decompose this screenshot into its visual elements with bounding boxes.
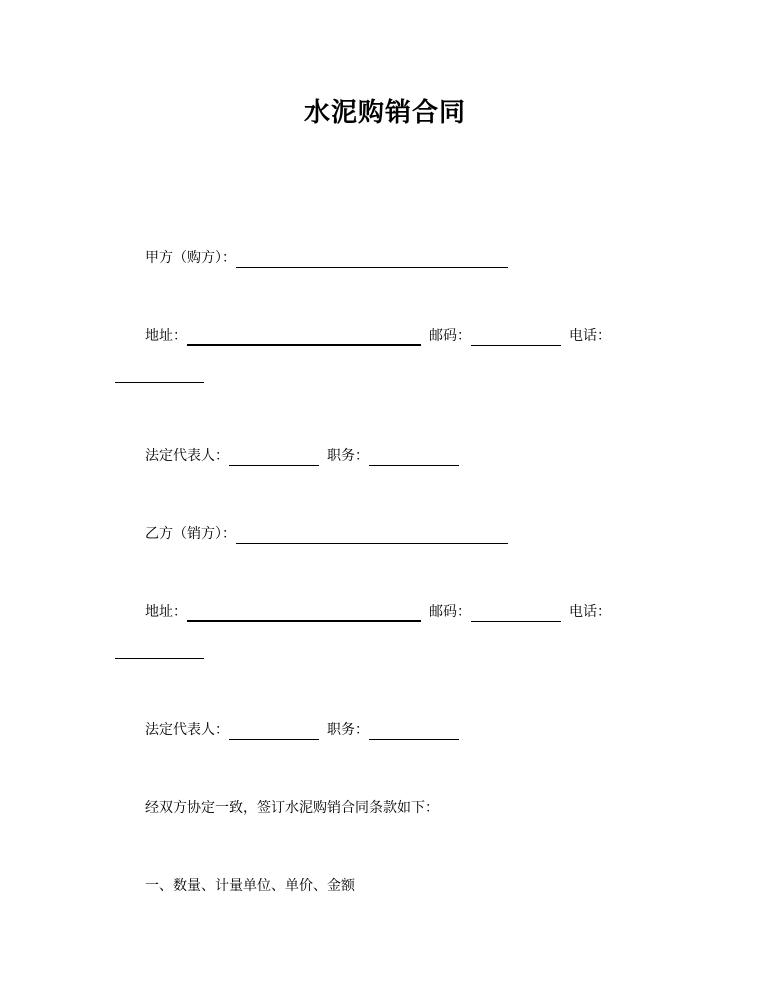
party-a-rep-line <box>145 446 467 466</box>
party-a-phone-line <box>115 368 212 383</box>
party-a-name-blank[interactable] <box>236 253 508 268</box>
party-a-address-line <box>145 326 611 346</box>
party-b-name-blank[interactable] <box>236 529 508 544</box>
party-a-phone-blank[interactable] <box>115 368 204 383</box>
party-b-position-label: 职务： <box>327 722 369 738</box>
party-a-postcode-blank[interactable] <box>471 331 561 346</box>
party-b-postcode-label: 邮码： <box>429 604 471 620</box>
party-a-position-label: 职务： <box>327 448 369 464</box>
party-b-position-blank[interactable] <box>369 725 459 740</box>
party-b-rep-blank[interactable] <box>229 725 319 740</box>
party-b-line <box>145 524 516 544</box>
party-a-rep-blank[interactable] <box>229 451 319 466</box>
party-b-phone-label: 电话： <box>569 604 611 620</box>
party-b-postcode-blank[interactable] <box>471 607 561 622</box>
party-b-label: 乙方（销方）： <box>145 526 236 542</box>
party-b-address-label: 地址： <box>145 604 187 620</box>
party-b-phone-line <box>115 644 212 659</box>
party-b-phone-blank[interactable] <box>115 644 204 659</box>
party-b-rep-line <box>145 720 467 740</box>
party-a-postcode-label: 邮码： <box>429 328 471 344</box>
party-a-position-blank[interactable] <box>369 451 459 466</box>
section-1-heading: 一、数量、计量单位、单价、金额 <box>145 878 355 894</box>
intro-paragraph: 经双方协定一致，签订水泥购销合同条款如下： <box>145 800 439 816</box>
document-title: 水泥购销合同 <box>303 98 466 128</box>
party-b-rep-label: 法定代表人： <box>145 722 229 738</box>
party-a-line <box>145 248 516 268</box>
party-b-address-blank[interactable] <box>187 606 421 622</box>
party-a-label: 甲方（购方）： <box>145 250 236 266</box>
party-a-address-blank[interactable] <box>187 330 421 346</box>
party-a-rep-label: 法定代表人： <box>145 448 229 464</box>
party-a-phone-label: 电话： <box>569 328 611 344</box>
party-b-address-line <box>145 602 611 622</box>
party-a-address-label: 地址： <box>145 328 187 344</box>
